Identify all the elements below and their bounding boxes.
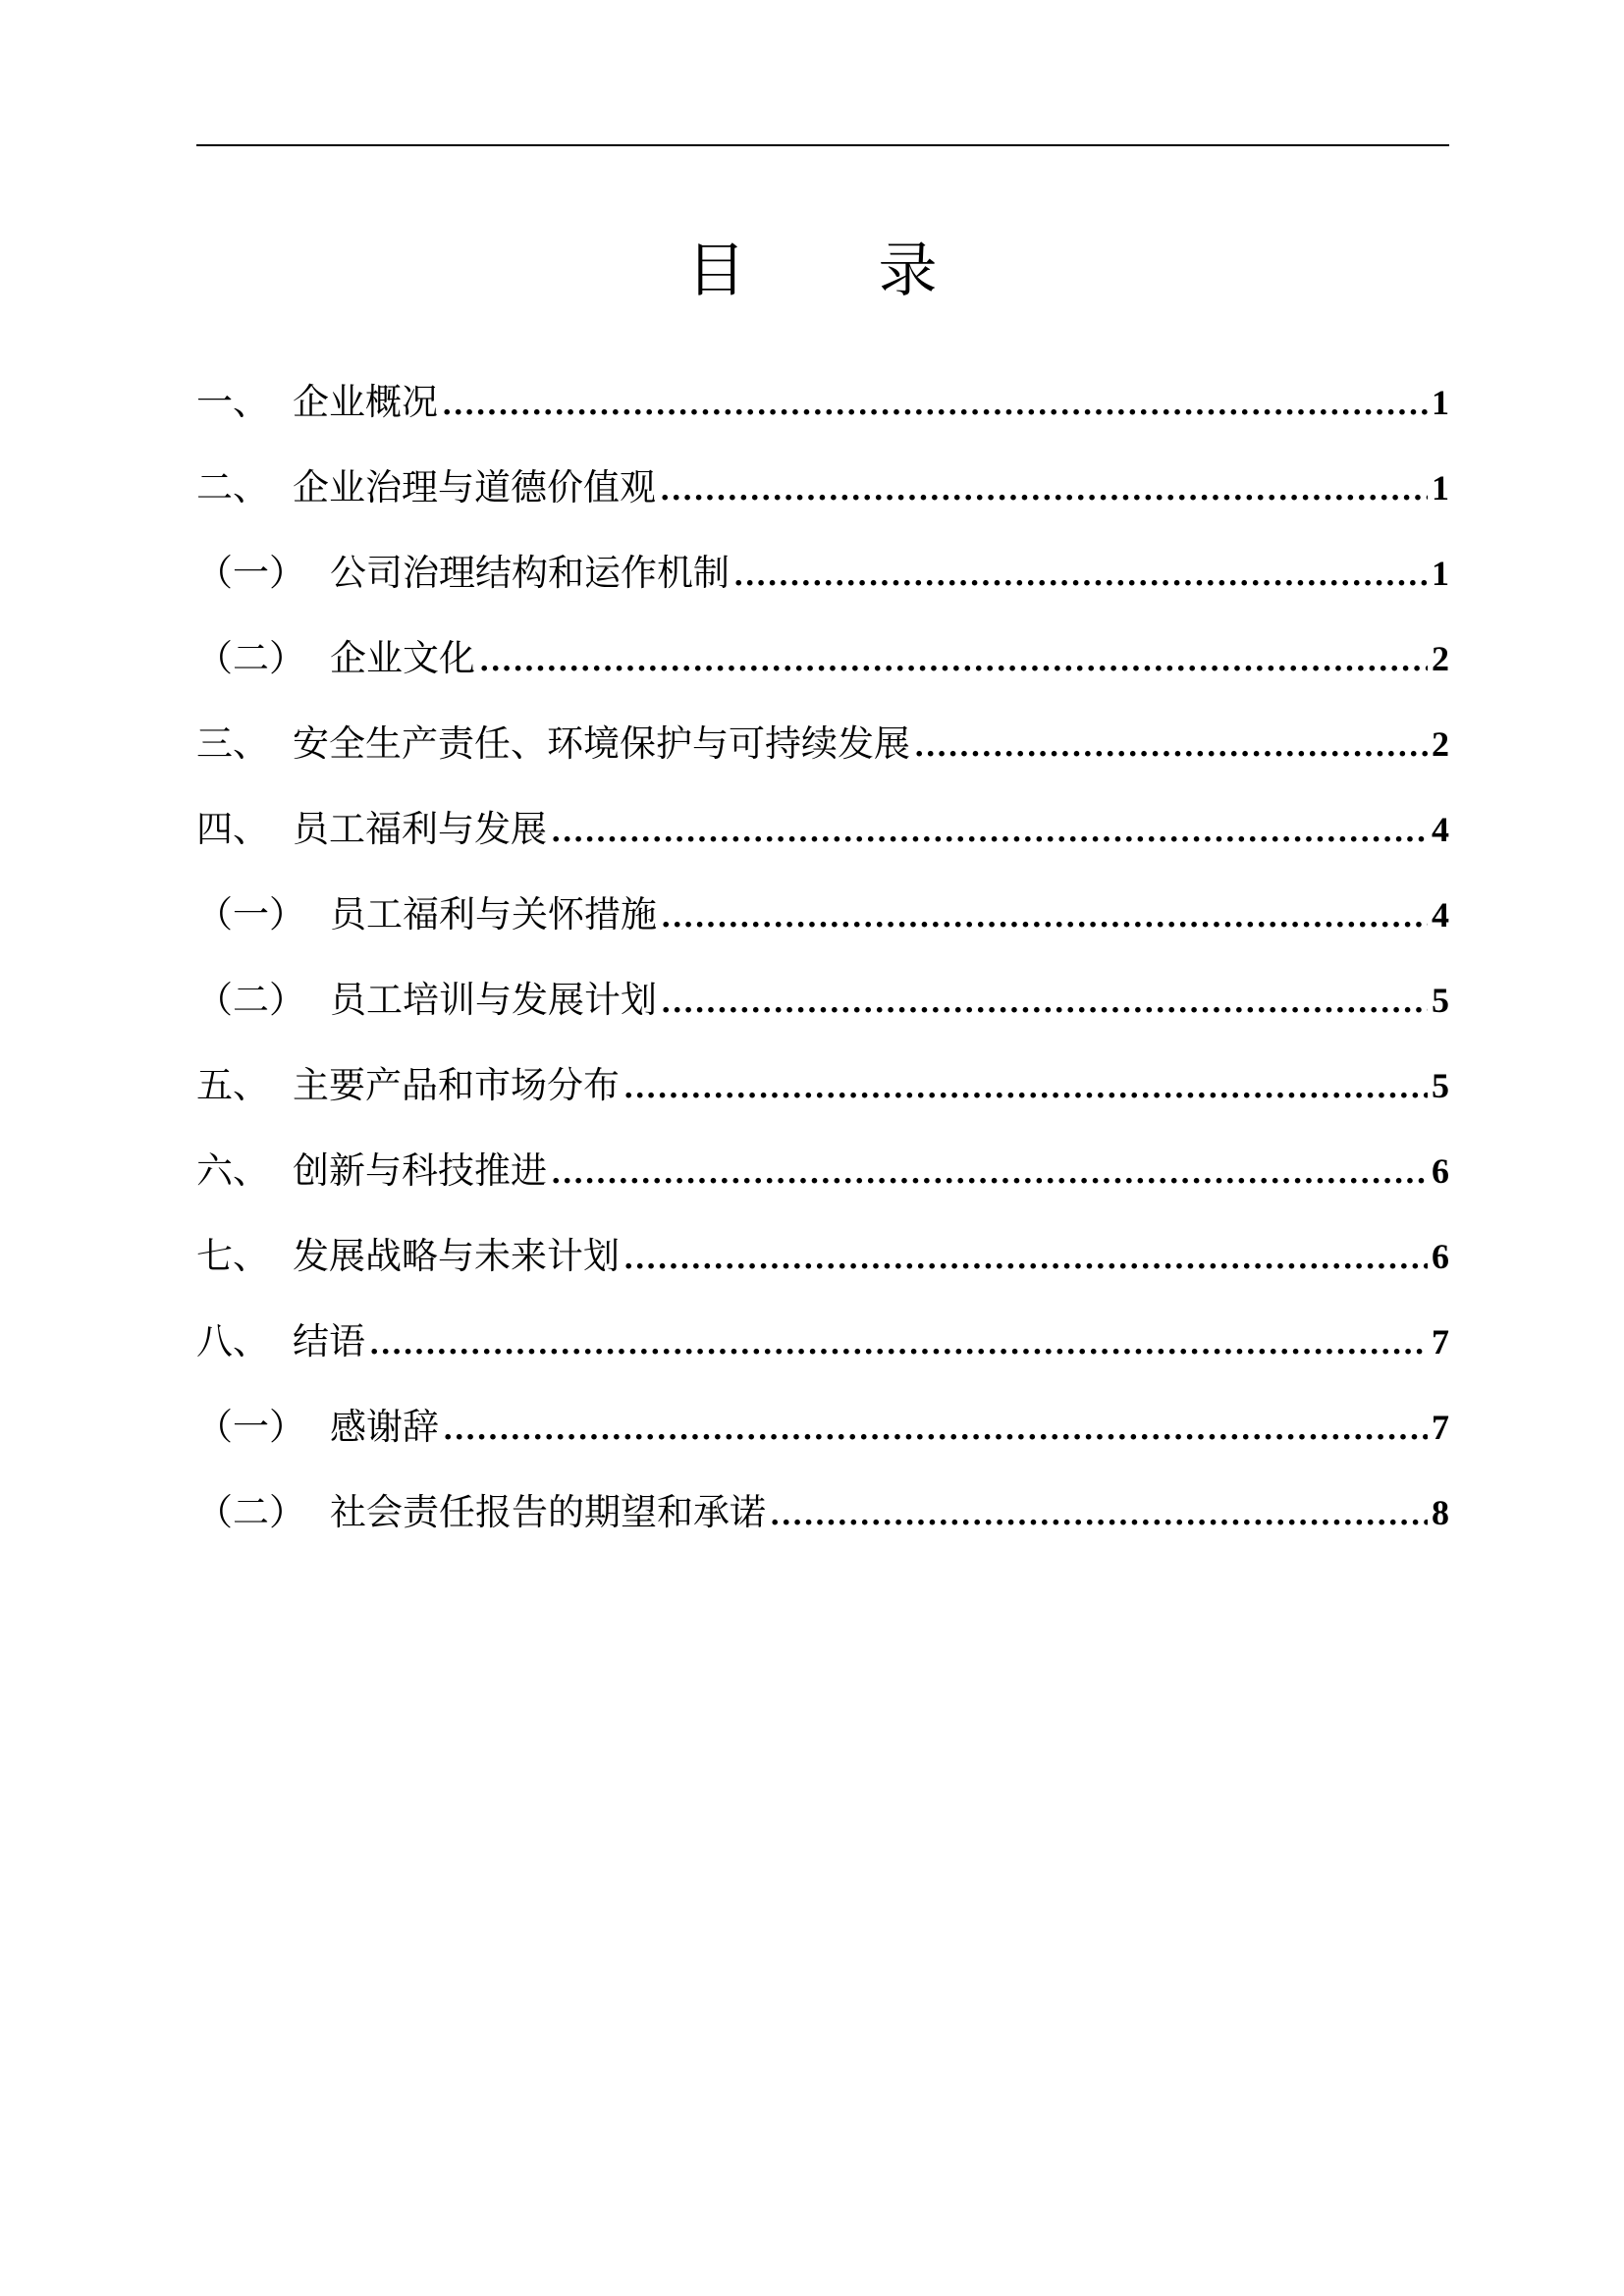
toc-entry-number: 六、 xyxy=(196,1149,269,1192)
toc-entry-number: （二） xyxy=(196,979,305,1021)
toc-subentry[interactable] xyxy=(196,1396,1449,1481)
toc-subentry[interactable] xyxy=(196,883,1449,969)
toc-entry-label: 创新与科技推进 xyxy=(293,1149,547,1192)
toc-entry-number: （二） xyxy=(196,637,305,679)
toc-entry-page: 1 xyxy=(1432,383,1449,422)
toc-entry-page: 5 xyxy=(1432,981,1449,1020)
toc-entry-label: 公司治理结构和运作机制 xyxy=(330,552,730,594)
toc-dot-leader xyxy=(442,374,1428,437)
toc-entry-label: 发展战略与未来计划 xyxy=(293,1235,620,1277)
toc-subentry[interactable] xyxy=(196,542,1449,627)
toc-entry-page: 2 xyxy=(1432,724,1449,764)
toc-entry-number: 五、 xyxy=(196,1064,269,1106)
toc-entry[interactable] xyxy=(196,1225,1449,1310)
toc-dot-leader xyxy=(479,630,1428,693)
toc-entry-number: （一） xyxy=(196,893,305,935)
toc-entry[interactable] xyxy=(196,1140,1449,1225)
toc-entry-label: 员工福利与发展 xyxy=(293,808,547,850)
toc-entry-label: 主要产品和市场分布 xyxy=(293,1064,620,1106)
toc-entry-label: 企业概况 xyxy=(293,381,438,423)
toc-dot-leader xyxy=(661,972,1428,1035)
toc-entry[interactable] xyxy=(196,1310,1449,1396)
toc-subentry[interactable] xyxy=(196,1481,1449,1567)
toc-entry[interactable] xyxy=(196,371,1449,456)
toc-entry-page: 1 xyxy=(1432,468,1449,507)
toc-entry-number: （一） xyxy=(196,1406,305,1448)
toc-list xyxy=(196,371,1449,1567)
toc-dot-leader xyxy=(443,1399,1428,1462)
toc-entry-label: 员工福利与关怀措施 xyxy=(330,893,657,935)
toc-dot-leader xyxy=(623,1057,1428,1120)
toc-dot-leader xyxy=(733,545,1428,608)
toc-entry-number: 四、 xyxy=(196,808,269,850)
toc-dot-leader xyxy=(770,1484,1428,1547)
toc-entry[interactable] xyxy=(196,798,1449,883)
toc-entry-label: 感谢辞 xyxy=(330,1406,439,1448)
toc-entry-number: 二、 xyxy=(196,466,269,508)
toc-dot-leader xyxy=(660,459,1428,522)
toc-entry-label: 安全生产责任、环境保护与可持续发展 xyxy=(293,722,910,765)
toc-entry-label: 社会责任报告的期望和承诺 xyxy=(330,1491,766,1533)
header-rule xyxy=(196,144,1449,146)
toc-entry-page: 5 xyxy=(1432,1066,1449,1105)
toc-entry-label: 结语 xyxy=(293,1320,365,1362)
toc-entry-label: 企业治理与道德价值观 xyxy=(293,466,656,508)
toc-entry-number: （一） xyxy=(196,552,305,594)
toc-title: 目 录 xyxy=(686,237,995,305)
toc-dot-leader xyxy=(551,1143,1428,1205)
toc-entry-page: 7 xyxy=(1432,1322,1449,1362)
toc-entry-label: 企业文化 xyxy=(330,637,475,679)
toc-entry-number: 三、 xyxy=(196,722,269,765)
toc-entry-label: 员工培训与发展计划 xyxy=(330,979,657,1021)
toc-entry-page: 1 xyxy=(1432,554,1449,593)
toc-dot-leader xyxy=(551,801,1428,864)
toc-entry-number: 一、 xyxy=(196,381,269,423)
toc-entry-number: （二） xyxy=(196,1491,305,1533)
toc-entry-number: 八、 xyxy=(196,1320,269,1362)
toc-entry-page: 2 xyxy=(1432,639,1449,678)
toc-entry-page: 4 xyxy=(1432,810,1449,849)
toc-entry-page: 6 xyxy=(1432,1237,1449,1276)
toc-dot-leader xyxy=(623,1228,1428,1291)
toc-entry[interactable] xyxy=(196,1054,1449,1140)
toc-entry-page: 8 xyxy=(1432,1493,1449,1532)
toc-dot-leader xyxy=(661,886,1428,949)
toc-entry-number: 七、 xyxy=(196,1235,269,1277)
toc-entry[interactable] xyxy=(196,456,1449,542)
toc-entry-page: 4 xyxy=(1432,895,1449,934)
toc-dot-leader xyxy=(914,716,1428,778)
toc-subentry[interactable] xyxy=(196,627,1449,713)
toc-entry-page: 6 xyxy=(1432,1151,1449,1191)
toc-entry[interactable] xyxy=(196,713,1449,798)
toc-dot-leader xyxy=(369,1313,1428,1376)
toc-subentry[interactable] xyxy=(196,969,1449,1054)
toc-entry-page: 7 xyxy=(1432,1408,1449,1447)
